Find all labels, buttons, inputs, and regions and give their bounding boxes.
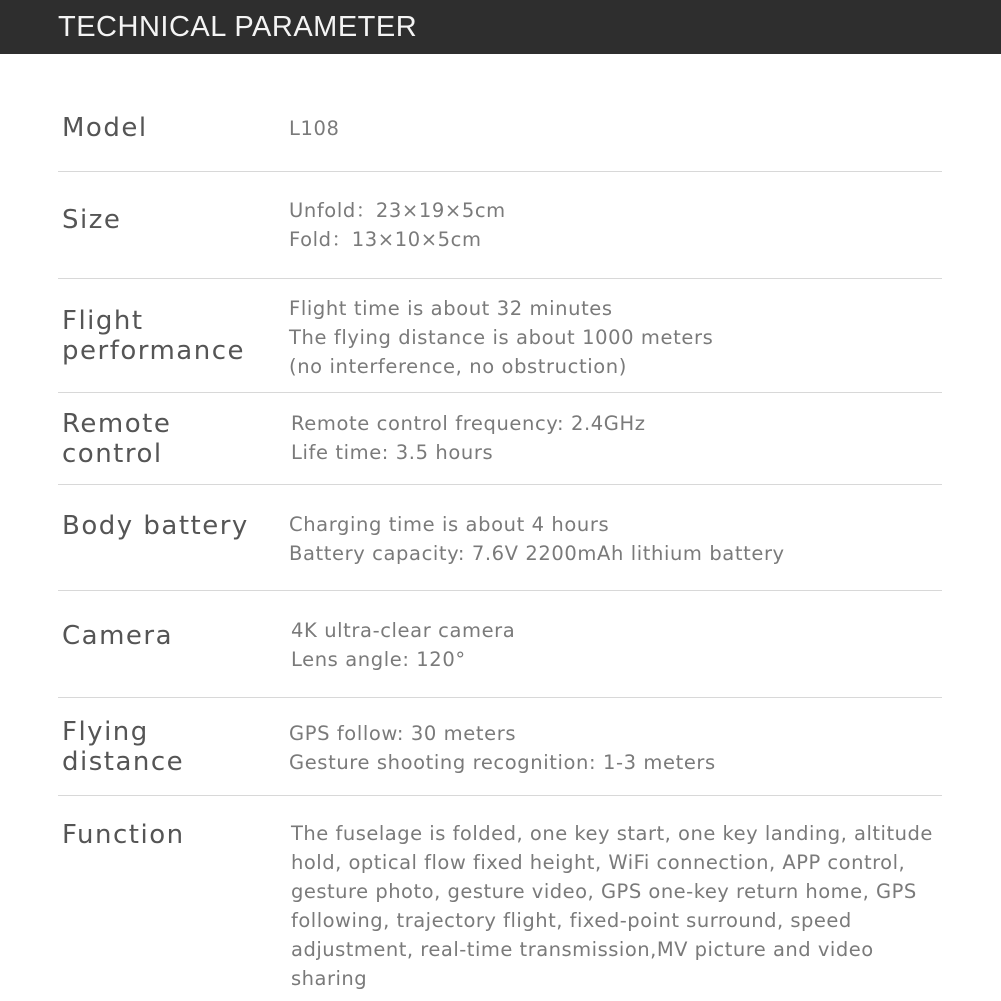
spec-label-model: Model — [62, 113, 148, 143]
spec-value-line: Lens angle: 120° — [291, 648, 466, 671]
spec-value-line: Battery capacity: 7.6V 2200mAh lithium battery — [289, 542, 785, 565]
divider — [58, 590, 942, 591]
spec-value-line: The fuselage is folded, one key start, one key landing, altitude — [291, 822, 933, 845]
spec-label-camera: Camera — [62, 621, 174, 651]
spec-value-flying-distance — [289, 719, 716, 777]
spec-value-line: (no interference, no obstruction) — [289, 355, 627, 378]
spec-value-size — [289, 196, 506, 254]
spec-value-model — [289, 114, 339, 143]
spec-value-function — [291, 819, 933, 993]
spec-value-line: Life time: 3.5 hours — [291, 441, 494, 464]
spec-value-line: following, trajectory flight, fixed-point surround, speed — [291, 909, 852, 932]
spec-value-line: hold, optical flow fixed height, WiFi connection, APP control, — [291, 851, 906, 874]
spec-value-line: 4K ultra-clear camera — [291, 619, 516, 642]
spec-value-camera — [291, 616, 515, 674]
spec-value-line: GPS follow: 30 meters — [289, 722, 517, 745]
spec-label-flying-distance: Flying distance — [62, 717, 185, 777]
spec-value-line: Flight time is about 32 minutes — [289, 297, 613, 320]
spec-value-remote-control — [291, 409, 646, 467]
spec-label-size: Size — [62, 205, 122, 235]
spec-label-remote-control: Remote control — [62, 409, 172, 469]
spec-value-flight-performance — [289, 294, 713, 381]
page-title: TECHNICAL PARAMETER — [58, 11, 418, 43]
divider — [58, 392, 942, 393]
spec-label-flight-performance: Flight performance — [62, 306, 246, 366]
spec-value-line: L108 — [289, 117, 340, 140]
divider — [58, 171, 942, 172]
header-bar — [0, 0, 1001, 54]
spec-value-line: sharing — [291, 967, 368, 990]
spec-label-function: Function — [62, 820, 185, 850]
spec-label-body-battery: Body battery — [62, 511, 249, 541]
spec-value-body-battery — [289, 510, 785, 568]
spec-value-line: Gesture shooting recognition: 1-3 meters — [289, 751, 716, 774]
spec-value-line: The flying distance is about 1000 meters — [289, 326, 714, 349]
spec-value-line: Fold：13×10×5cm — [289, 228, 482, 251]
divider — [58, 697, 942, 698]
spec-value-line: Remote control frequency: 2.4GHz — [291, 412, 646, 435]
spec-value-line: Charging time is about 4 hours — [289, 513, 610, 536]
divider — [58, 795, 942, 796]
divider — [58, 278, 942, 279]
spec-value-line: Unfold：23×19×5cm — [289, 199, 506, 222]
divider — [58, 484, 942, 485]
spec-value-line: gesture photo, gesture video, GPS one-key return home, GPS — [291, 880, 917, 903]
spec-value-line: adjustment, real-time transmission,MV picture and video — [291, 938, 874, 961]
